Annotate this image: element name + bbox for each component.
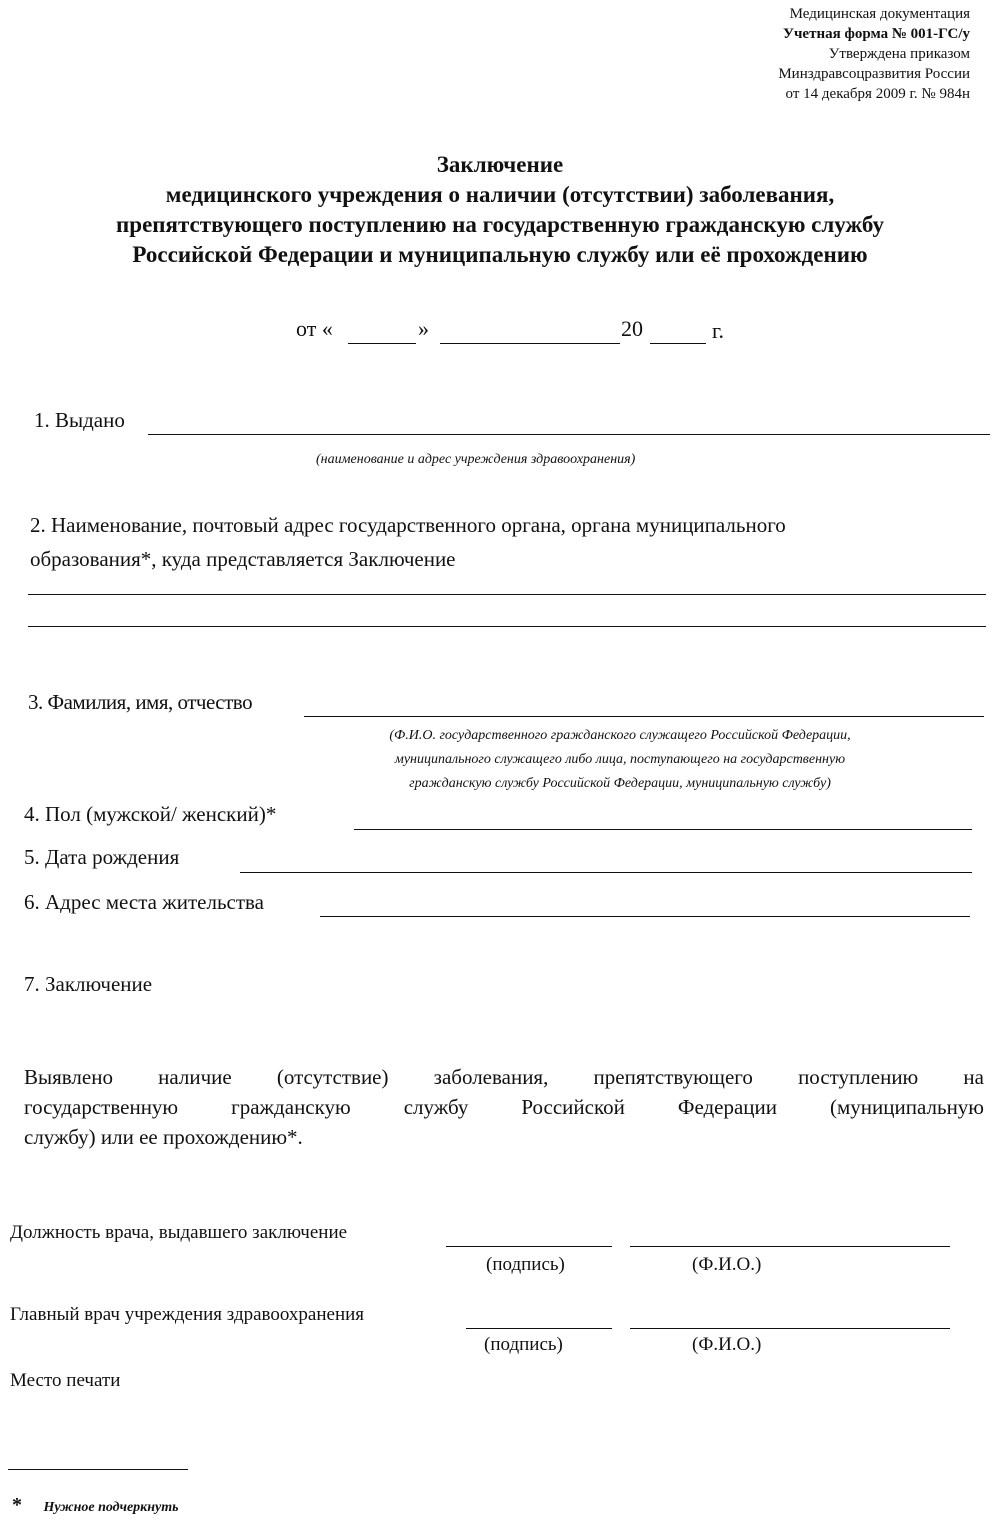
date-close-quote: »: [418, 316, 429, 341]
field-3-hint-line-1: (Ф.И.О. государственного гражданского служащего Российской Федерации,: [389, 728, 851, 743]
field-3-hint-line-2: муниципального служащего либо лица, поступающего на государственную: [394, 752, 846, 767]
document-title: [0, 150, 1000, 270]
year-field[interactable]: [650, 343, 706, 344]
chief-name-caption: (Ф.И.О.): [692, 1334, 762, 1355]
conclusion-line-2: государственную гражданскую службу Российской Федерации (муниципальную: [24, 1095, 984, 1119]
chief-doctor-label: Главный врач учреждения здравоохранения: [10, 1304, 365, 1325]
footnote-star: *: [12, 1494, 22, 1516]
field-6-input[interactable]: [320, 916, 970, 917]
field-2-input-line-1[interactable]: [28, 594, 986, 595]
title-line-4: Российской Федерации и муниципальную службу или её прохождению: [132, 242, 868, 267]
field-3-input[interactable]: [304, 716, 984, 717]
header-form-number: Учетная форма № 001-ГС/у: [782, 26, 970, 42]
field-3-hint-line-3: гражданскую службу Российской Федерации, муниципальную службу): [409, 776, 831, 791]
header-order-date: от 14 декабря 2009 г. № 984н: [785, 86, 970, 102]
field-5-input[interactable]: [240, 872, 972, 873]
chief-name-field[interactable]: [630, 1328, 950, 1329]
field-2-label-line-2: образования*, куда представляется Заключение: [30, 547, 456, 571]
field-2-input-line-2[interactable]: [28, 626, 986, 627]
field-1-label: 1. Выдано: [34, 408, 125, 432]
header-line-4: Минздравсоцразвития России: [778, 66, 970, 82]
field-1-input[interactable]: [148, 434, 990, 435]
header-line-1: Медицинская документация: [789, 6, 970, 22]
title-line-1: Заключение: [436, 152, 564, 177]
field-4-label: 4. Пол (мужской/ женский)*: [24, 802, 277, 826]
field-3-hint: [280, 724, 960, 796]
stamp-place-label: Место печати: [10, 1370, 121, 1391]
field-2-label: [30, 508, 786, 576]
conclusion-line-3: службу) или ее прохождению*.: [24, 1125, 303, 1149]
conclusion-text: [24, 1062, 984, 1152]
doctor-name-caption: (Ф.И.О.): [692, 1254, 762, 1275]
title-line-3: препятствующего поступлению на государственную гражданскую службу: [116, 212, 884, 237]
header-line-3: Утверждена приказом: [828, 46, 970, 62]
field-3-label: 3. Фамилия, имя, отчество: [28, 690, 253, 714]
chief-signature-field[interactable]: [466, 1328, 612, 1329]
field-4-input[interactable]: [354, 829, 972, 830]
field-1-hint: (наименование и адрес учреждения здравоохранения): [316, 452, 636, 467]
date-row: [296, 316, 333, 342]
doctor-position-label: Должность врача, выдавшего заключение: [10, 1222, 348, 1243]
footnote-divider: [8, 1469, 188, 1470]
year-prefix: 20: [621, 316, 643, 341]
doctor-signature-caption: (подпись): [486, 1254, 565, 1275]
day-field[interactable]: [348, 343, 416, 344]
month-field[interactable]: [440, 343, 620, 344]
doctor-signature-field[interactable]: [446, 1246, 612, 1247]
chief-signature-caption: (подпись): [484, 1334, 563, 1355]
field-5-label: 5. Дата рождения: [24, 845, 180, 869]
title-line-2: медицинского учреждения о наличии (отсутствии) заболевания,: [165, 182, 835, 207]
field-6-label: 6. Адрес места жительства: [24, 890, 264, 914]
date-prefix: от «: [296, 316, 333, 341]
conclusion-line-1: Выявлено наличие (отсутствие) заболевания, препятствующего поступлению на: [24, 1065, 984, 1089]
field-2-label-line-1: 2. Наименование, почтовый адрес государственного органа, органа муниципального: [30, 513, 786, 537]
footnote: [12, 1494, 179, 1517]
year-suffix: г.: [712, 318, 725, 343]
field-7-label: 7. Заключение: [24, 972, 153, 996]
doctor-name-field[interactable]: [630, 1246, 950, 1247]
form-header: [778, 4, 970, 104]
footnote-text: Нужное подчеркнуть: [43, 1500, 179, 1515]
